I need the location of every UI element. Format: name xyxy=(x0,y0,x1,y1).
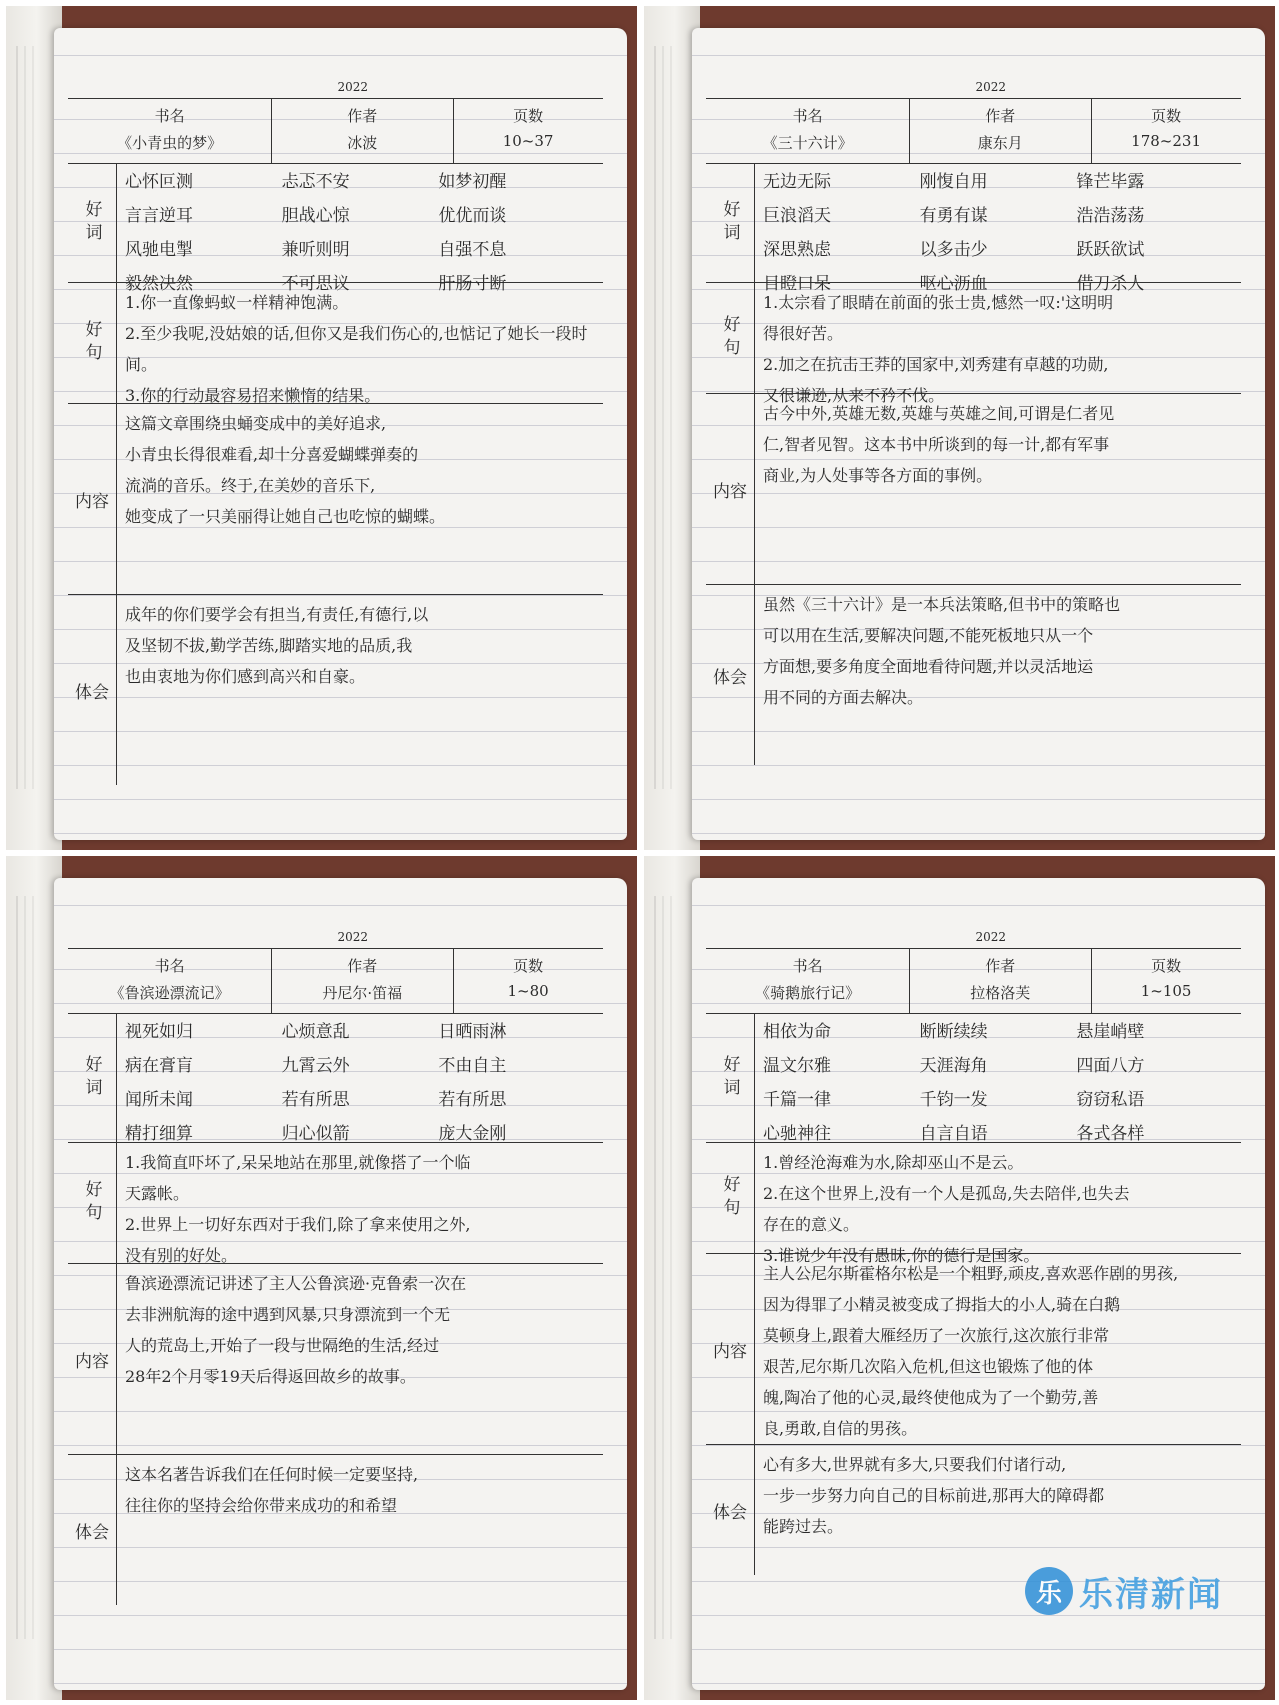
reflection-line: 这本名著告诉我们在任何时候一定要坚持, xyxy=(125,1465,419,1484)
good-words-section xyxy=(68,1014,603,1143)
reflection-section xyxy=(68,595,603,785)
content-line: 良,勇敢,自信的男孩。 xyxy=(763,1419,918,1438)
good-word: 有勇有谋 xyxy=(919,206,988,226)
notebook-page xyxy=(692,28,1265,840)
good-word: 优优而谈 xyxy=(438,206,507,226)
good-sentences-section xyxy=(706,1143,1241,1265)
reflection-label: 体会 xyxy=(713,667,747,688)
good-word: 心烦意乱 xyxy=(281,1022,350,1042)
section-label xyxy=(68,1264,116,1454)
reflection-line: 可以用在生活,要解决问题,不能死板地只从一个 xyxy=(763,626,1094,645)
good-word: 庞大金刚 xyxy=(438,1124,507,1144)
author-name: 丹尼尔·笛福 xyxy=(322,984,403,1002)
good-word: 忐忑不安 xyxy=(281,172,350,192)
pages-label: 页数 xyxy=(513,957,544,975)
watermark-logo-icon: 乐 xyxy=(1025,1567,1073,1615)
good-words-grid xyxy=(125,1018,595,1148)
good-word: 窃窃私语 xyxy=(1076,1090,1145,1110)
good-words-grid xyxy=(763,1018,1233,1148)
content-label: 内容 xyxy=(713,1341,747,1362)
good-words-section xyxy=(68,164,603,294)
good-words-section xyxy=(706,1014,1241,1143)
good-word: 九霄云外 xyxy=(281,1056,350,1076)
good-word: 刚愎自用 xyxy=(919,172,988,192)
good-word: 日晒雨淋 xyxy=(438,1022,507,1042)
good-word: 悬崖峭壁 xyxy=(1076,1022,1145,1042)
good-word: 言言逆耳 xyxy=(125,206,193,226)
section-label xyxy=(68,1014,116,1142)
page-range: 1~80 xyxy=(507,982,549,1000)
good-word: 不由自主 xyxy=(438,1056,507,1076)
good-sentence-line: 天露帐。 xyxy=(125,1184,190,1203)
pages-cell xyxy=(1091,99,1241,163)
good-word: 精打细算 xyxy=(125,1124,193,1144)
table-header xyxy=(706,948,1241,1014)
section-label xyxy=(68,1455,116,1605)
good-word: 如梦初醒 xyxy=(438,172,507,192)
content-line: 这篇文章围绕虫蛹变成中的美好追求, xyxy=(125,414,387,433)
author-name: 康东月 xyxy=(977,134,1023,152)
book-title: 《小青虫的梦》 xyxy=(117,134,223,152)
reflection-section xyxy=(706,1445,1241,1575)
section-label xyxy=(68,283,116,403)
good-word: 天涯海角 xyxy=(919,1056,988,1076)
content-line: 小青虫长得很难看,却十分喜爱蝴蝶弹奏的 xyxy=(125,445,419,464)
reflection-label: 体会 xyxy=(75,682,109,703)
book-name-cell xyxy=(706,99,910,163)
content-line: 仁,智者见智。这本书中所谈到的每一计,都有军事 xyxy=(763,435,1110,454)
content-line: 魄,陶冶了他的心灵,最终使他成为了一个勤劳,善 xyxy=(763,1388,1099,1407)
good-word: 毅然决然 xyxy=(125,274,193,294)
good-sentence-line: 2.至少我呢,没姑娘的话,但你又是我们伤心的,也惦记了她长一段时间。 xyxy=(125,324,588,374)
good-word: 四面八方 xyxy=(1076,1056,1145,1076)
good-word: 各式各样 xyxy=(1076,1124,1145,1144)
author-label: 作者 xyxy=(985,107,1016,125)
book-title: 《鲁滨逊漂流记》 xyxy=(109,984,230,1002)
content-line: 流淌的音乐。终于,在美妙的音乐下, xyxy=(125,476,376,495)
good-word: 自强不息 xyxy=(438,240,507,260)
section-label xyxy=(68,595,116,785)
content-label: 内容 xyxy=(75,491,109,512)
good-word: 风驰电掣 xyxy=(125,240,193,260)
author-cell xyxy=(909,949,1092,1013)
good-word: 呕心沥血 xyxy=(919,274,988,294)
good-sentence-line: 2.加之在抗击王莽的国家中,刘秀建有卓越的功勋, xyxy=(763,355,1109,374)
section-label xyxy=(706,1445,754,1575)
good-words-label: 好词 xyxy=(719,200,740,246)
reflection-line: 及坚韧不拔,勤学苦练,脚踏实地的品质,我 xyxy=(125,636,413,655)
good-sentence-line: 得很好苦。 xyxy=(763,324,844,343)
book-title: 《骑鹅旅行记》 xyxy=(755,984,861,1002)
content-line: 因为得罪了小精灵被变成了拇指大的小人,骑在白鹅 xyxy=(763,1295,1121,1314)
section-label xyxy=(706,394,754,584)
notebook-year: 2022 xyxy=(975,930,1006,944)
table-header xyxy=(68,98,603,164)
good-word: 若有所思 xyxy=(281,1090,350,1110)
content-line: 艰苦,尼尔斯几次陷入危机,但这也锻炼了他的体 xyxy=(763,1357,1094,1376)
reading-record-table xyxy=(68,98,603,785)
pages-label: 页数 xyxy=(1151,957,1182,975)
good-sentence-line: 没有别的好处。 xyxy=(125,1246,238,1265)
author-name: 冰波 xyxy=(347,134,378,152)
watermark xyxy=(1025,1562,1255,1620)
reflection-line: 成年的你们要学会有担当,有责任,有德行,以 xyxy=(125,605,429,624)
reading-record-table xyxy=(706,948,1241,1575)
good-word: 不可思议 xyxy=(281,274,350,294)
book-name-cell xyxy=(68,949,272,1013)
good-sentence-line: 3.你的行动最容易招来懒惰的结果。 xyxy=(125,386,381,405)
reflection-line: 心有多大,世界就有多大,只要我们付诸行动, xyxy=(763,1455,1067,1474)
page-range: 1~105 xyxy=(1140,982,1192,1000)
good-sentence-line: 3.谁说少年没有愚昧,你的德行是国家。 xyxy=(763,1246,1040,1265)
notebook-photo-1 xyxy=(6,6,637,850)
good-word: 视死如归 xyxy=(125,1022,193,1042)
content-section xyxy=(706,1254,1241,1445)
good-words-grid xyxy=(763,168,1233,298)
good-word: 巨浪滔天 xyxy=(763,206,831,226)
content-line: 鲁滨逊漂流记讲述了主人公鲁滨逊·克鲁索一次在 xyxy=(125,1274,467,1293)
book-name-cell xyxy=(68,99,272,163)
author-name: 拉格洛芙 xyxy=(970,984,1031,1002)
content-line: 人的荒岛上,开始了一段与世隔绝的生活,经过 xyxy=(125,1336,440,1355)
good-word: 心怀叵测 xyxy=(125,172,193,192)
good-words-label: 好词 xyxy=(81,1055,102,1101)
content-line: 莫顿身上,跟着大雁经历了一次旅行,这次旅行非常 xyxy=(763,1326,1110,1345)
good-word: 温文尔雅 xyxy=(763,1056,831,1076)
good-word: 跃跃欲试 xyxy=(1076,240,1145,260)
good-word: 归心似箭 xyxy=(281,1124,350,1144)
content-section xyxy=(706,394,1241,585)
content-line: 她变成了一只美丽得让她自己也吃惊的蝴蝶。 xyxy=(125,507,446,526)
good-word: 浩浩荡荡 xyxy=(1076,206,1145,226)
book-title: 《三十六计》 xyxy=(762,134,853,152)
good-sentences-section xyxy=(68,283,603,404)
author-label: 作者 xyxy=(347,107,378,125)
good-word: 肝肠寸断 xyxy=(438,274,507,294)
notebook-photo-4 xyxy=(644,856,1275,1700)
good-word: 胆战心惊 xyxy=(281,206,350,226)
good-sentence-line: 1.曾经沧海难为水,除却巫山不是云。 xyxy=(763,1153,1024,1172)
page-range: 10~37 xyxy=(502,132,554,150)
good-sentence-line: 2.世界上一切好东西对于我们,除了拿来使用之外, xyxy=(125,1215,471,1234)
reflection-label: 体会 xyxy=(75,1522,109,1543)
content-line: 商业,为人处事等各方面的事例。 xyxy=(763,466,993,485)
section-label xyxy=(706,1254,754,1444)
author-cell xyxy=(271,99,454,163)
good-word: 无边无际 xyxy=(763,172,831,192)
reading-record-table xyxy=(706,98,1241,765)
good-sentence-line: 1.你一直像蚂蚁一样精神饱满。 xyxy=(125,293,349,312)
notebook-year: 2022 xyxy=(975,80,1006,94)
notebook-photo-3 xyxy=(6,856,637,1700)
good-sentence-line: 存在的意义。 xyxy=(763,1215,860,1234)
good-word: 以多击少 xyxy=(919,240,988,260)
content-line: 主人公尼尔斯霍格尔松是一个粗野,顽皮,喜欢恶作剧的男孩, xyxy=(763,1264,1179,1283)
reflection-line: 用不同的方面去解决。 xyxy=(763,688,924,707)
author-cell xyxy=(909,99,1092,163)
reading-record-table xyxy=(68,948,603,1605)
author-label: 作者 xyxy=(347,957,378,975)
author-label: 作者 xyxy=(985,957,1016,975)
reflection-line: 往往你的坚持会给你带来成功的和希望 xyxy=(125,1496,398,1515)
good-word: 病在膏肓 xyxy=(125,1056,193,1076)
good-sentence-line: 2.在这个世界上,没有一个人是孤岛,失去陪伴,也失去 xyxy=(763,1184,1130,1203)
pages-label: 页数 xyxy=(1151,107,1182,125)
good-sentences-label: 好句 xyxy=(81,1180,102,1226)
good-sentences-label: 好句 xyxy=(719,1175,740,1221)
content-section xyxy=(68,404,603,595)
pages-cell xyxy=(1091,949,1241,1013)
table-header xyxy=(68,948,603,1014)
pages-cell xyxy=(453,949,603,1013)
reflection-line: 方面想,要多角度全面地看待问题,并以灵活地运 xyxy=(763,657,1094,676)
good-sentences-section xyxy=(68,1143,603,1264)
good-word: 千篇一律 xyxy=(763,1090,831,1110)
good-word: 相依为命 xyxy=(763,1022,831,1042)
notebook-year: 2022 xyxy=(337,930,368,944)
good-word: 借刀杀人 xyxy=(1076,274,1145,294)
section-label xyxy=(706,1014,754,1142)
content-line: 28年2个月零19天后得返回故乡的故事。 xyxy=(125,1367,416,1386)
notebook-year: 2022 xyxy=(337,80,368,94)
pages-label: 页数 xyxy=(513,107,544,125)
book-name-label: 书名 xyxy=(154,107,185,125)
section-label xyxy=(706,283,754,393)
section-label xyxy=(706,585,754,765)
book-name-label: 书名 xyxy=(154,957,185,975)
good-word: 目瞪口呆 xyxy=(763,274,831,294)
reflection-section xyxy=(68,1455,603,1605)
table-header xyxy=(706,98,1241,164)
good-sentences-section xyxy=(706,283,1241,405)
section-label xyxy=(706,164,754,282)
book-name-label: 书名 xyxy=(792,957,823,975)
good-sentence-line: 1.太宗看了眼睛在前面的张士贵,憾然一叹:'这明明 xyxy=(763,293,1114,312)
pages-cell xyxy=(453,99,603,163)
good-word: 兼听则明 xyxy=(281,240,350,260)
page-range: 178~231 xyxy=(1131,132,1201,150)
notebook-photo-2 xyxy=(644,6,1275,850)
content-section xyxy=(68,1264,603,1455)
content-line: 古今中外,英雄无数,英雄与英雄之间,可谓是仁者见 xyxy=(763,404,1115,423)
good-word: 心驰神往 xyxy=(763,1124,831,1144)
watermark-text: 乐清新闻 xyxy=(1079,1574,1223,1615)
content-label: 内容 xyxy=(75,1351,109,1372)
section-label xyxy=(68,404,116,594)
good-words-label: 好词 xyxy=(81,200,102,246)
good-word: 闻所未闻 xyxy=(125,1090,193,1110)
reflection-line: 也由衷地为你们感到高兴和自豪。 xyxy=(125,667,366,686)
reflection-line: 能跨过去。 xyxy=(763,1517,844,1536)
good-sentences-label: 好句 xyxy=(81,320,102,366)
notebook-page xyxy=(54,28,627,840)
reflection-label: 体会 xyxy=(713,1502,747,1523)
section-label xyxy=(706,1143,754,1253)
notebook-page xyxy=(54,878,627,1690)
good-words-section xyxy=(706,164,1241,294)
good-words-label: 好词 xyxy=(719,1055,740,1101)
content-line: 去非洲航海的途中遇到风暴,只身漂流到一个无 xyxy=(125,1305,451,1324)
content-label: 内容 xyxy=(713,481,747,502)
good-sentence-line: 又很谦逊,从来不矜不伐。 xyxy=(763,386,945,405)
section-label xyxy=(68,1143,116,1263)
good-sentence-line: 1.我简直吓坏了,呆呆地站在那里,就像搭了一个临 xyxy=(125,1153,471,1172)
book-name-label: 书名 xyxy=(792,107,823,125)
good-word: 若有所思 xyxy=(438,1090,507,1110)
reflection-line: 虽然《三十六计》是一本兵法策略,但书中的策略也 xyxy=(763,595,1121,614)
good-word: 深思熟虑 xyxy=(763,240,831,260)
good-word: 千钧一发 xyxy=(919,1090,988,1110)
book-name-cell xyxy=(706,949,910,1013)
reflection-line: 一步一步努力向自己的目标前进,那再大的障碍都 xyxy=(763,1486,1105,1505)
reflection-section xyxy=(706,585,1241,765)
good-words-grid xyxy=(125,168,595,298)
author-cell xyxy=(271,949,454,1013)
section-label xyxy=(68,164,116,282)
good-sentences-label: 好句 xyxy=(719,315,740,361)
good-word: 锋芒毕露 xyxy=(1076,172,1145,192)
good-word: 断断续续 xyxy=(919,1022,988,1042)
good-word: 自言自语 xyxy=(919,1124,988,1144)
